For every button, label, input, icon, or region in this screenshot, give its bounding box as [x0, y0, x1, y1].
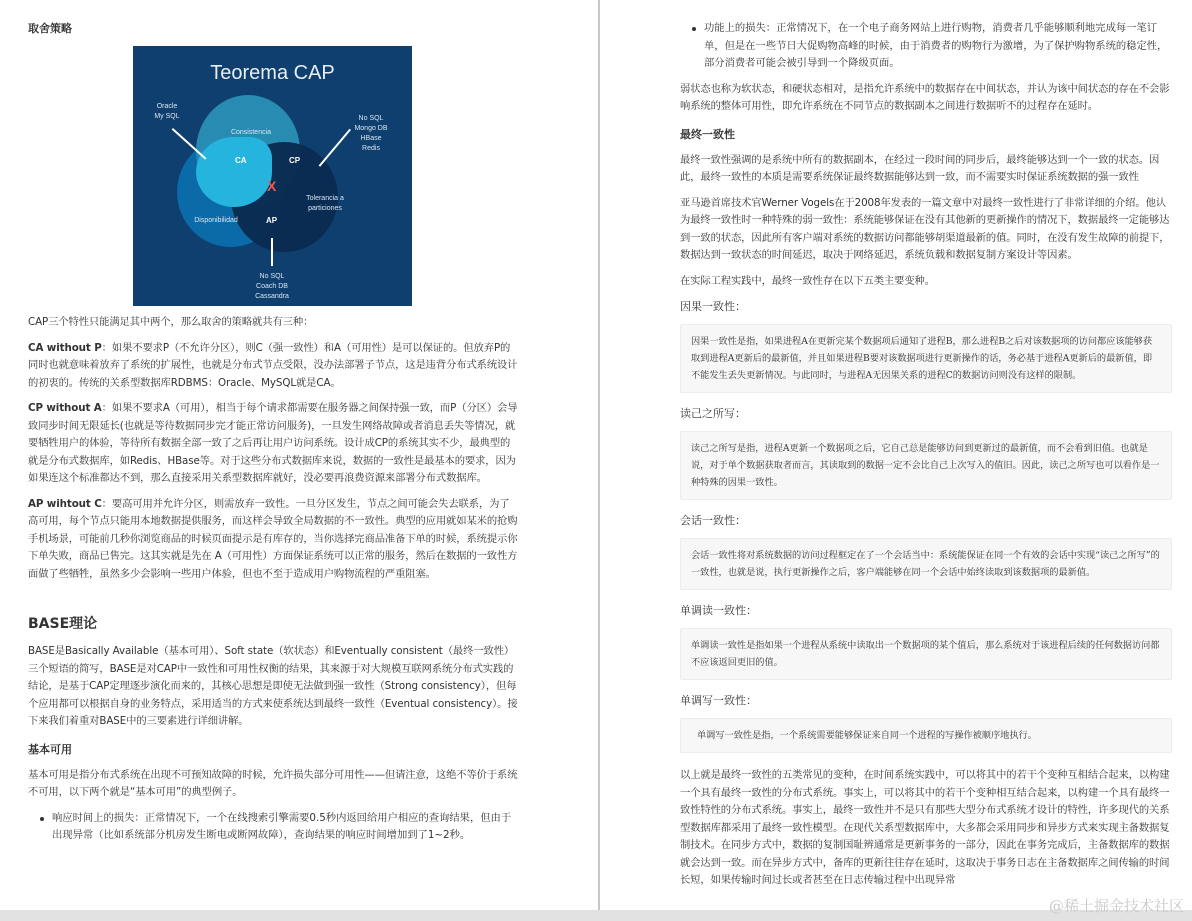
ca-db-list: Oracle My SQL [154, 103, 180, 120]
cp-db-list: No SQL Mongo DB HBase Redis [354, 115, 388, 152]
variant-quote-monotonic-read: 单调读一致性是指如果一个进程从系统中读取出一个数据项的某个值后，那么系统对于该进程后续的任何数据访问都不应该返回更旧的值。 [680, 628, 1172, 680]
heading-tradeoff: 取舍策略 [28, 22, 72, 35]
variant-label-session: 会话一致性： [680, 514, 746, 527]
label-ap: AP [266, 216, 278, 225]
watermark: @稀土掘金技术社区 [1048, 897, 1184, 915]
vogels-paragraph: 亚马逊首席技术官Werner Vogels在于2008年发表的一篇文章中对最终一致性进行了非常详细的介绍。他认为最终一致性时一种特殊的弱一致性：系统能够保证在没有其他新的更新操作的情况下，数据最终一定能够达到一致的状态，因此所有客户端对系统的数据访问都能够胡渠道最新的值。同时，在没有发生故障的前提下，数据达到一致状态的时间延迟，取决于网络延迟，系统负载和数据复制方案设计等因素。 [680, 196, 1170, 261]
figure-title: Teorema CAP [210, 62, 335, 84]
variant-label-monotonic-read: 单调读一致性： [680, 604, 757, 617]
cap-theorem-figure [133, 46, 412, 306]
document-page-left [0, 0, 598, 910]
heading-basic-available: 基本可用 [28, 742, 72, 756]
ap-paragraph: AP wihtout C：要高可用并允许分区，则需放弃一致性。一旦分区发生，节点之间可能会失去联系，为了高可用，每个节点只能用本地数据提供服务，而这样会导致全局数据的不一致性。典型的应用就如某米的抢购手机场景，可能前几秒你浏览商品的时候页面提示是有库存的，当你选择完商品准备下单的时候，系统提示你下单失败，商品已售完。这其实就是先在 A（可用性）方面保证系统可以正常的服务，然后在数据的一致性方面做了些牺牲，虽然多少会影响一些用户体验，但也不至于造成用户购物流程的严重阻塞。 [28, 497, 518, 580]
label-cp: CP [289, 156, 301, 165]
ca-region [196, 137, 272, 207]
basic-available-list-cont [680, 20, 1172, 73]
document-page-right [600, 0, 1192, 910]
variant-quote-monotonic-write: 单调写一致性是指，一个系统需要能够保证来自同一个进程的写操作被顺序地执行。 [680, 718, 1172, 753]
ca-paragraph: CA without P：如果不要求P（不允许分区），则C（强一致性）和A（可用性）是可以保证的。但放弃P的同时也就意味着放弃了系统的扩展性，也就是分布式节点受限，没办法部署子节点，这是违背分布式系统设计的初衷的。传统的关系型数据库RDBMS：Oracle、MySQL就是CA。 [28, 341, 518, 389]
cp-pointer-line [319, 129, 351, 167]
variant-quote-causal: 因果一致性是指，如果进程A在更新完某个数据项后通知了进程B，那么进程B之后对该数据项的访问都应该能够获取到进程A更新后的最新值，并且如果进程B要对该数据项进行更新操作的话，务必基于进程A更新后的最新值，即不能发生丢失更新情况。与此同时，与进程A无因果关系的进程C的数据访问则没有这样的限制。 [680, 324, 1172, 393]
label-ca: CA [235, 156, 247, 165]
heading-base: BASE理论 [28, 616, 98, 632]
variant-quote-read-your-writes: 读己之所写是指，进程A更新一个数据项之后，它自己总是能够访问到更新过的最新值，而不会看到旧值。也就是说，对于单个数据获取者而言，其读取到的数据一定不会比自己上次写入的值旧。因此，读己之所写也可以看作是一种特殊的因果一致性。 [680, 431, 1172, 500]
viewer-bottom-bar [0, 910, 1192, 921]
ap-pointer-line [271, 238, 273, 266]
basic-available-list [28, 810, 518, 845]
cp-paragraph: CP without A：如果不要求A（可用），相当于每个请求都需要在服务器之间保持强一致，而P（分区）会导致同步时间无限延长(也就是等待数据同步完才能正常访问服务)，一旦发生网络故障或者消息丢失等情况，就要牺牲用户的体验，等待所有数据全部一致了之后再让用户访问系统。设计成CP的系统其实不少，最典型的就是分布式数据库，如Redis、HBase等。对于这些分布式数据库来说，数据的一致性是最基本的要求，因为如果连这个标准都达不到，那么直接采用关系型数据库就好，没必要再浪费资源来部署分布式数据库。 [28, 402, 518, 484]
list-item: 响应时间上的损失：正常情况下，一个在线搜索引擎需要0.5秒内返回给用户相应的查询结果，但由于出现异常（比如系统部分机房发生断电或断网故障），查询结果的响应时间增加到了1~2秒。 [28, 810, 518, 845]
label-partition: Tolerancia a particiones [306, 195, 344, 212]
cap-intro: CAP三个特性只能满足其中两个，那么取舍的策略就共有三种： [28, 316, 314, 328]
variant-label-causal: 因果一致性： [680, 300, 746, 313]
label-consistency: Consistencia [230, 129, 272, 136]
ap-db-list: No SQL Coach DB Cassandra [255, 273, 289, 300]
variant-label-read-your-writes: 读己之所写： [680, 407, 746, 420]
variant-quote-session: 会话一致性将对系统数据的访问过程框定在了一个会话当中：系统能保证在同一个有效的会话中实现“读己之所写”的一致性，也就是说，执行更新操作之后，客户端能够在同一个会话中始终读取到该数据项的最新值。 [680, 538, 1172, 590]
basic-available-paragraph: 基本可用是指分布式系统在出现不可预知故障的时候，允许损失部分可用性——但请注意，这绝不等价于系统不可用，以下两个就是“基本可用”的典型例子。 [28, 768, 518, 798]
variant-label-monotonic-write: 单调写一致性： [680, 694, 757, 707]
list-item: 功能上的损失：正常情况下，在一个电子商务网站上进行购物，消费者几乎能够顺利地完成每一笔订单，但是在一些节日大促购物高峰的时候，由于消费者的购物行为激增，为了保护购物系统的稳定性，部分消费者可能会被引导到一个降级页面。 [680, 20, 1172, 73]
label-availability: Disponibilidad [194, 217, 238, 224]
heading-eventual-consistency: 最终一致性 [680, 127, 735, 141]
soft-state-paragraph: 弱状态也称为软状态，和硬状态相对，是指允许系统中的数据存在中间状态，并认为该中间状态的存在不会影响系统的整体可用性，即允许系统在不同节点的数据副本之间进行数据听不的过程存在延时。 [680, 82, 1170, 112]
summary-paragraph: 以上就是最终一致性的五类常见的变种，在时间系统实践中，可以将其中的若干个变种互相结合起来，以构建一个具有最终一致性的分布式系统。事实上，可以将其中的若干个变种相互结合起来，以构建一个具有最终一致性特性的分布式系统。事实上，最终一致性并不是只有那些大型分布式系统才设计的特性，许多现代的关系型数据库都采用了最终一致性模型。在现代关系型数据库中，大多都会采用同步和异步方式来实现主备数据复制技术。在同步方式中，数据的复制国耻辨通常是更新事务的一部分，因此在事务完成后，主备数据库的数据就会达到一致。而在异步方式中，备库的更新往往存在延时，这取决于事务日志在主备数据库之间传输的时间长短，如果传输时间过长或者甚至在日志传输过程中出现异常 [680, 769, 1170, 886]
eventual-paragraph: 最终一致性强调的是系统中所有的数据副本，在经过一段时间的同步后，最终能够达到一个一致的状态。因此，最终一致性的本质是需要系统保证最终数据能够达到一致，而不需要实时保证系统数据的强一致性 [680, 153, 1160, 183]
variants-intro: 在实际工程实践中，最终一致性存在以下五类主要变种。 [680, 274, 935, 287]
x-mark-icon: X [267, 178, 277, 194]
base-paragraph: BASE是Basically Available（基本可用）、Soft state（软状态）和Eventually consistent（最终一致性）三个短语的简写，BASE是对CAP中一致性和可用性权衡的结果，其来源于对大规模互联网系统分布式实践的结论，是基于CAP定理逐步演化而来的，其核心思想是即使无法做到强一致性（Strong consistency），但每个应用都可以根据自身的业务特点，采用适当的方式来使系统达到最终一致性（Eventual consistency）。接下来我们着重对BASE中的三要素进行详细讲解。 [28, 645, 518, 727]
